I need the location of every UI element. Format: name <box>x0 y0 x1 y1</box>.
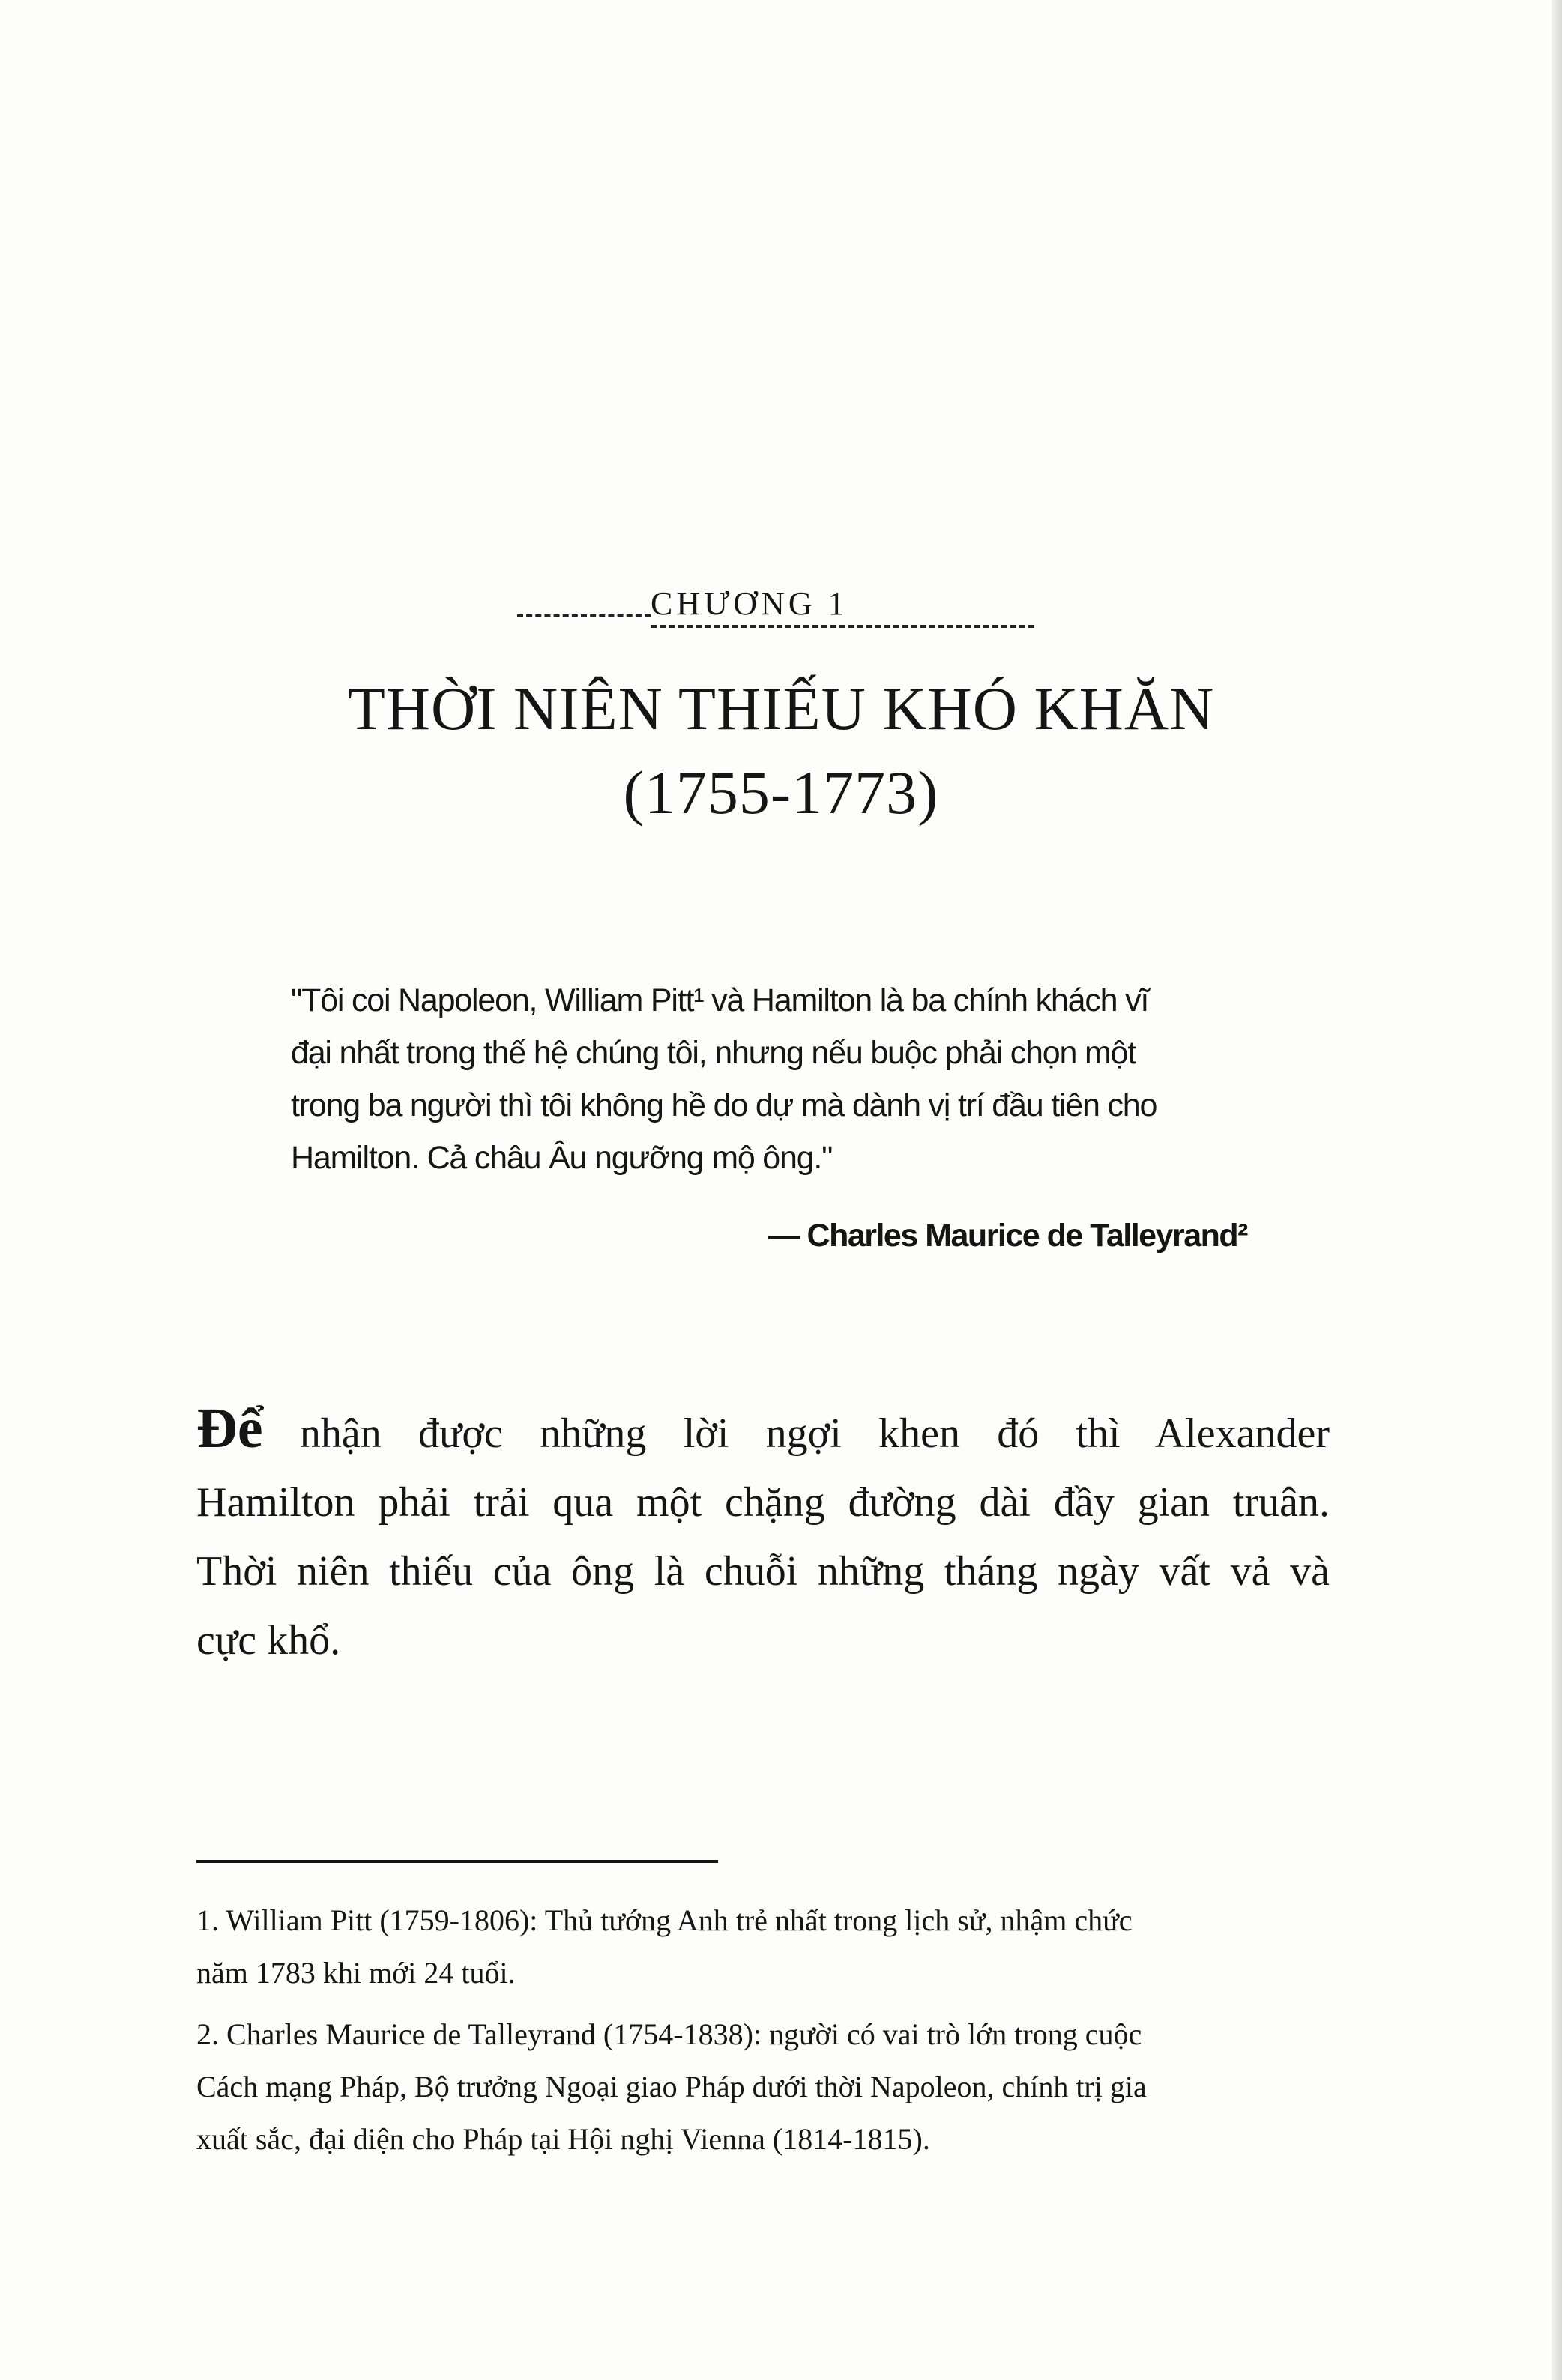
dashed-rule-right <box>651 625 1034 628</box>
drop-word: Để <box>196 1397 263 1460</box>
dashed-rule-left <box>517 614 651 617</box>
body-line: Thời niên thiếu của ông là chuỗi những tháng ngày vất vả và <box>196 1548 1330 1595</box>
footnote-divider <box>196 1860 718 1863</box>
epigraph-author: — Charles Maurice de Talleyrand² <box>768 1218 1247 1254</box>
footnote-1 <box>196 1894 1336 1999</box>
epigraph-line: đại nhất trong thế hệ chúng tôi, nhưng nếu buộc phải chọn một <box>291 1035 1136 1071</box>
body-line: cực khổ. <box>196 1617 341 1664</box>
chapter-title-years: (1755-1773) <box>623 758 939 827</box>
chapter-label: CHƯƠNG 1 <box>651 585 848 622</box>
chapter-heading <box>517 585 1034 629</box>
body-line: Hamilton phải trải qua một chặng đường dài đầy gian truân. <box>196 1479 1330 1526</box>
chapter-title <box>0 667 1562 835</box>
epigraph-line: Hamilton. Cả châu Âu ngưỡng mộ ông." <box>291 1140 833 1176</box>
footnote-line: Cách mạng Pháp, Bộ trưởng Ngoại giao Pháp dưới thời Napoleon, chính trị gia <box>196 2070 1147 2103</box>
footnotes <box>196 1894 1336 2175</box>
body-line <box>196 1394 1330 1468</box>
footnote-line: xuất sắc, đại diện cho Pháp tại Hội nghị Vienna (1814-1815). <box>196 2122 930 2156</box>
chapter-title-main: THỜI NIÊN THIẾU KHÓ KHĂN <box>347 674 1215 743</box>
epigraph-line: trong ba người thì tôi không hề do dự mà dành vị trí đầu tiên cho <box>291 1087 1157 1123</box>
footnote-line: 2. Charles Maurice de Talleyrand (1754-1838): người có vai trò lớn trong cuộc <box>196 2017 1142 2051</box>
body-line-rest: nhận được những lời ngợi khen đó thì Alexander <box>262 1410 1330 1457</box>
epigraph-quote <box>291 974 1267 1184</box>
body-paragraph <box>196 1394 1330 1675</box>
footnote-line: năm 1783 khi mới 24 tuổi. <box>196 1956 516 1990</box>
footnote-line: 1. William Pitt (1759-1806): Thủ tướng Anh trẻ nhất trong lịch sử, nhậm chức <box>196 1903 1133 1937</box>
page-edge-shadow <box>1552 0 1562 2380</box>
epigraph-line: "Tôi coi Napoleon, William Pitt¹ và Hamilton là ba chính khách vĩ <box>291 982 1149 1018</box>
footnote-2 <box>196 2008 1336 2166</box>
